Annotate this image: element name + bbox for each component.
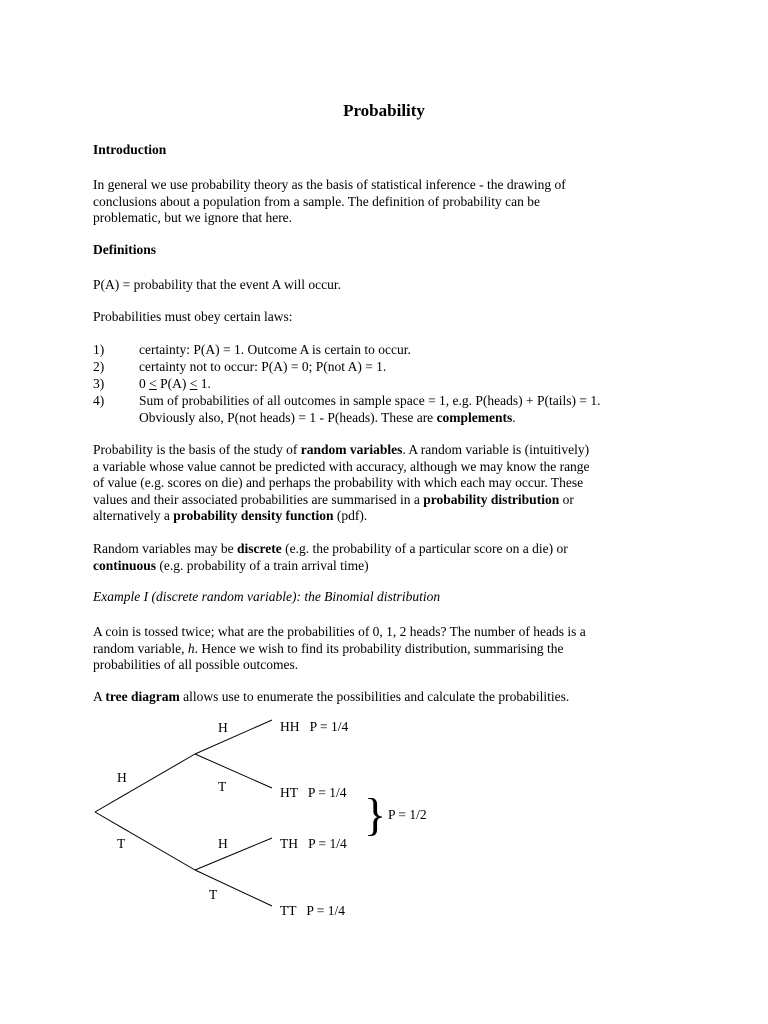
coin-paragraph: A coin is tossed twice; what are the probabilities of 0, 1, 2 heads? The number of heads is a random variable, h. Hence we wish to find its probability distribution, summarising the probabilities of all possible outcomes. [93, 624, 586, 672]
tree-label-branch: H [218, 720, 228, 735]
law-text: certainty not to occur: P(A) = 0; P(not A) = 1. [139, 359, 387, 374]
tree-label-branch: T [218, 779, 227, 794]
tree-branch [95, 754, 195, 812]
tree-outcome-hh: HH P = 1/4 [280, 719, 349, 734]
less-equal-symbol: < [189, 376, 198, 391]
curly-brace: } [364, 789, 387, 840]
law-text: Sum of probabilities of all outcomes in sample space = 1, e.g. P(heads) + P(tails) = 1. Obviously also, P(not heads) = 1 - P(heads). These are complements. [139, 393, 601, 425]
example-heading: Example I (discrete random variable): the Binomial distribution [93, 589, 441, 604]
law-text: 0 < P(A) < 1. [139, 376, 211, 391]
law-number: 3) [93, 376, 105, 391]
section-heading-definitions: Definitions [93, 242, 157, 257]
random-variables-paragraph: Probability is the basis of the study of random variables. A random variable is (intuitively) a variable whose value cannot be predicted with accuracy, although we may know the range of value (e.g. scores on die) and perhaps the probability with which each may occur. These values and their associated probabilities are summarised in a probability distribution or alternatively a probability density function (pdf). [93, 442, 590, 523]
tree-label-branch: T [209, 887, 218, 902]
tree-outcome-ht: HT P = 1/4 [280, 785, 347, 800]
law-number: 4) [93, 393, 105, 408]
section-heading-introduction: Introduction [93, 142, 167, 157]
tree-branch [195, 838, 272, 870]
text-line: In general we use probability theory as the basis of statistical inference - the drawing of [93, 177, 566, 192]
definition-pa: P(A) = probability that the event A will occur. [93, 277, 341, 292]
discrete-paragraph: Random variables may be discrete (e.g. the probability of a particular score on a die) or continuous (e.g. probability of a train arrival time) [93, 541, 568, 573]
law-number: 1) [93, 342, 105, 357]
law-number: 2) [93, 359, 105, 374]
less-equal-symbol: < [149, 376, 157, 391]
tree-label-branch: H [218, 836, 228, 851]
law-text: certainty: P(A) = 1. Outcome A is certain to occur. [139, 342, 411, 357]
tree-outcome-th: TH P = 1/4 [280, 836, 347, 851]
text-line: problematic, but we ignore that here. [93, 210, 293, 225]
tree-label-first-h: H [117, 770, 127, 785]
combined-probability: P = 1/2 [388, 807, 427, 822]
variable-h: h [187, 640, 195, 656]
tree-branch [195, 754, 272, 788]
tree-label-first-t: T [117, 836, 126, 851]
text-line: conclusions about a population from a sample. The definition of probability can be [93, 193, 541, 209]
page-title: Probability [343, 101, 425, 120]
tree-outcome-tt: TT P = 1/4 [280, 903, 345, 918]
laws-intro: Probabilities must obey certain laws: [93, 309, 293, 324]
tree-intro-paragraph: A tree diagram allows use to enumerate the possibilities and calculate the probabilities. [93, 689, 570, 704]
tree-branch [195, 870, 272, 906]
tree-branch [95, 812, 195, 870]
tree-branch [195, 720, 272, 754]
